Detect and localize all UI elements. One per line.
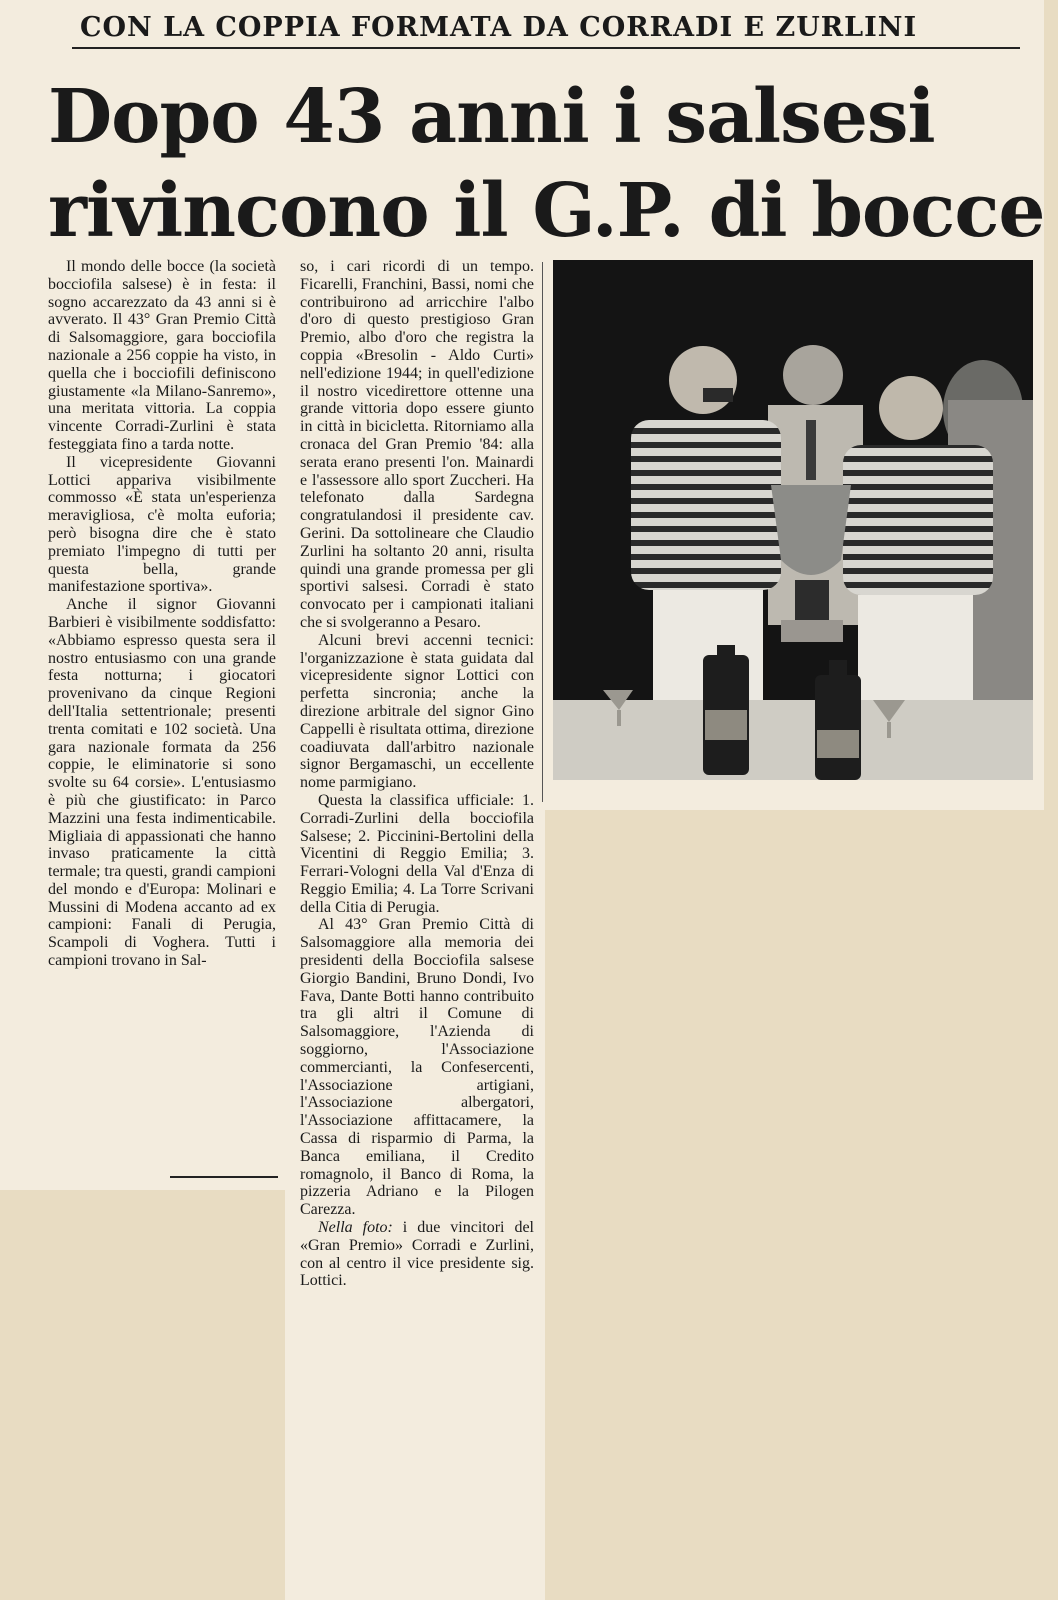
- article-column-2: [300, 258, 534, 1290]
- caption-lead: Nella foto:: [318, 1219, 393, 1237]
- headline-line-1: Dopo 43 anni i salsesi: [48, 74, 935, 160]
- paragraph: Anche il signor Giovanni Barbieri è visibilmente soddisfatto: «Abbiamo espresso questa sera il nostro entusiasmo con una grande festa notturna; i giocatori provenivano da cinque Regioni dell'Italia settentrionale; presenti trenta comitati e 102 società. Una gara nazionale formata da 256 coppie, le eliminatorie si sono svolte su 64 corsie». L'entusiasmo è più che giustificato: in Parco Mazzini una festa indimenticabile. Migliaia di appassionati che hanno invaso praticamente la città termale; tra questi, grandi campioni del mondo e d'Europa: Molinari e Mussini di Modena accanto ad ex campioni: Fanali di Perugia, Scampoli di Voghera. Tutti i campioni trovano in Sal-: [48, 596, 276, 970]
- paragraph: Alcuni brevi accenni tecnici: l'organizzazione è stata guidata dal vicepresidente signor Lottici con perfetta sincronia; anche la direzione arbitrale del signor Gino Cappelli è risultata ottima, direzione coadiuvata dall'arbitro nazionale signor Bergamaschi, un eccellente nome parmigiano.: [300, 631, 534, 792]
- photo-illustration: [553, 260, 1033, 780]
- paragraph: so, i cari ricordi di un tempo. Ficarelli, Franchini, Bassi, nomi che contribuirono ad arricchire l'albo d'oro di questo prestigioso Gran Premio, albo d'oro che registra la coppia «Bresolin - Aldo Curti» nell'edizione 1944; in quell'edizione il nostro vicedirettore ottenne una grande vittoria dopo essere giunto in città in bicicletta. Ritorniamo alla cronaca del Gran Premio '84: alla serata erano presenti l'on. Mainardi e l'assessore allo sport Zuccheri. Ha telefonato dalla Sardegna congratulandosi il presidente cav. Gerini. Da sottolineare che Claudio Zurlini ha soltanto 20 anni, risulta quindi una grande promessa per gli sportivi salsesi. Corradi è stato convocato per i campionati italiani che si svolgeranno a Pesaro.: [300, 258, 534, 631]
- paragraph: Questa la classifica ufficiale: 1. Corradi-Zurlini della bocciofila Salsese; 2. Piccinini-Bertolini della Vicentini di Reggio Emilia; 3. Ferrari-Vologni della Val d'Enza di Reggio Emilia; 4. La Torre Scrivani della Citia di Perugia.: [300, 791, 534, 916]
- news-photo: [553, 260, 1033, 780]
- article-column-1: [48, 258, 276, 970]
- column-end-rule: [170, 1176, 278, 1178]
- caption-text: i due vincitori del «Gran Premio» Corradi e Zurlini, con al centro il vice presidente sig. Lottici.: [300, 1219, 534, 1290]
- paragraph: Il vicepresidente Giovanni Lottici appariva visibilmente commosso «È stata un'esperienza meravigliosa, c'è molta euforia; però bisogna dire che è stato premiato l'impegno di tutti per questa bella, grande manifestazione sportiva».: [48, 453, 276, 596]
- photo-caption: [300, 1219, 534, 1290]
- kicker-rule: [72, 47, 1020, 49]
- paragraph: Al 43° Gran Premio Città di Salsomaggiore alla memoria dei presidenti della Bocciofila salsese Giorgio Bandini, Bruno Dondi, Ivo Fava, Dante Botti hanno contribuito tra gli altri il Comune di Salsomaggiore, l'Azienda di soggiorno, l'Associazione commercianti, la Confesercenti, l'Associazione artigiani, l'Associazione albergatori, l'Associazione affittacamere, la Cassa di risparmio di Parma, la Banca emiliana, il Credito romagnolo, il Banco di Roma, la pizzeria Adriano e la Pilogen Carezza.: [300, 916, 534, 1219]
- column-rule: [542, 262, 543, 802]
- headline-line-2: rivincono il G.P. di bocce: [48, 168, 1045, 254]
- kicker-headline: CON LA COPPIA FORMATA DA CORRADI E ZURLINI: [80, 12, 918, 43]
- paragraph: Il mondo delle bocce (la società bocciofila salsese) è in festa: il sogno accarezzato da 43 anni si è avverato. Il 43° Gran Premio Città di Salsomaggiore, gara bocciofila nazionale a 256 coppie ha visto, in quella che i bocciofili definiscono giustamente «la Milano-Sanremo», una meritata vittoria. La coppia vincente Corradi-Zurlini è stata festeggiata fino a tarda notte.: [48, 258, 276, 453]
- headline: [48, 70, 1045, 258]
